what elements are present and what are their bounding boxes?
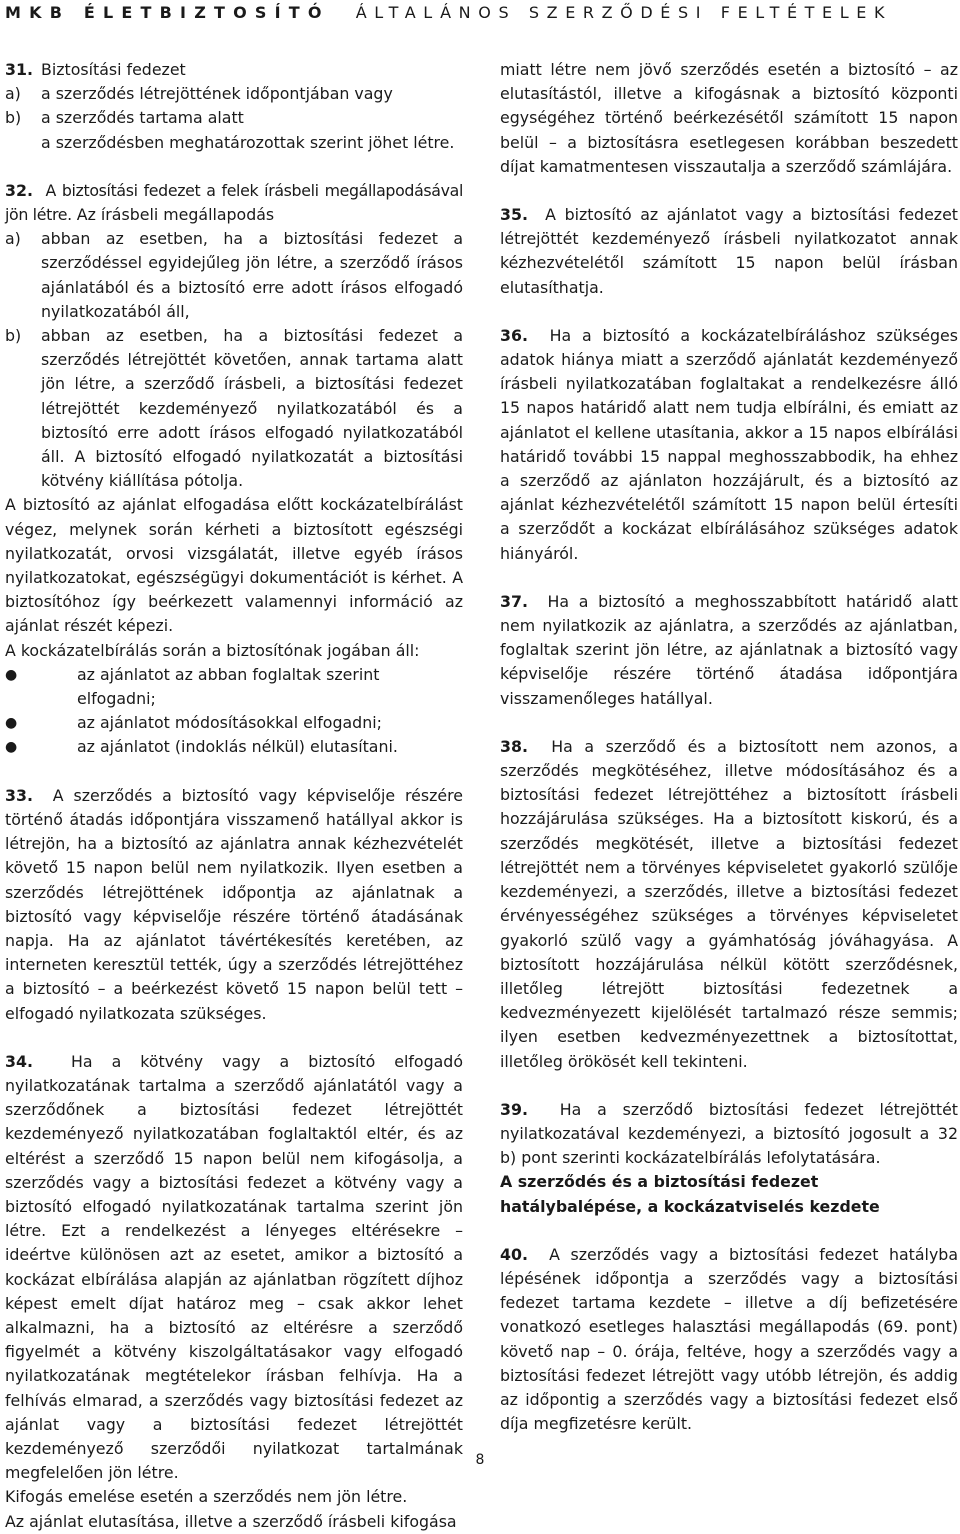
bullet-item: ● az ajánlatot (indoklás nélkül) elutasítani. (5, 735, 463, 759)
section-32-intro: 32. A biztosítási fedezet a felek írásbeli megállapodásával jön létre. Az írásbeli megállapodás (5, 180, 463, 225)
header-document-title: ÁLTALÁNOS SZERZŐDÉSI FELTÉTELEK (355, 3, 893, 22)
left-column (5, 58, 463, 1534)
header-company: MKB ÉLETBIZTOSÍTÓ (5, 3, 330, 22)
section-31-item-a: a) a szerződés létrejöttének időpontjában vagy (5, 84, 393, 104)
section-number: 37. (500, 591, 528, 611)
section-number: 32. (5, 180, 33, 200)
section-33: 33. A szerződés a biztosító vagy képviselője részére történő átadás időpontjára visszamenő hatállyal akkor is létrejön, ha a biztosító az ajánlatra annak kézhezvételét követő 15 napon belül nem nyilatkozik. Ilyen esetben a szerződés létrejöttének időpontja az ajánlatnak a biztosító vagy képviselője részére történő átadásának napja. Ha az ajánlatot távértékesítés keretében, az interneten keresztül tették, úgy a szerződés létrejöttéhez a biztosító – a beérkezést követő 15 napon belül tett – elfogadó nyilatkozata szükséges. (5, 785, 463, 1023)
bullet-item: ● az ajánlatot az abban foglaltak szerint elfogadni; (5, 663, 463, 711)
section-37: 37. Ha a biztosító a meghosszabbított határidő alatt nem nyilatkozik az ajánlatra, a szerződés az ajánlatban, foglaltak szerint jön létre, az ajánlatnak a biztosító vagy képviselője részére történő átadása időpontjára visszamenőleges hatállyal. (500, 591, 958, 708)
section-32-paragraph: A biztosító az ajánlat elfogadása előtt kockázatelbírálást végez, melynek során kérheti a biztosított egészségi nyilatkozatát, orvosi vizsgálatát, illetve egyéb írásos nyilatkozatokat, egészségügyi dokumentációt is kérhet. A biztosítóhoz így beérkezett valamennyi információ az ajánlat részét képezi. (5, 495, 463, 636)
section-35: 35. A biztosító az ajánlatot vagy a biztosítási fedezet létrejöttét kezdeményező írásbeli nyilatkozatot annak kézhezvételétől számított 15 napon belül írásban elutasíthatja. (500, 205, 958, 297)
section-32-item-a: a) abban az esetben, ha a biztosítási fedezet a szerződéssel egyidejűleg jön létre, a szerződő írásos ajánlatából és a biztosító erre adott írásos elfogadó nyilatkozatából áll, (5, 229, 463, 321)
section-32-item-b: b) abban az esetben, ha a biztosítási fedezet a szerződés létrejöttét követően, annak tartama alatt jön létre, a szerződő írásbeli, a biztosítási fedezet létrejöttét kezdeményező nyilatkozatából és a biztosító erre adott írásos elfogadó nyilatkozatából áll. A biztosító elfogadó nyilatkozatát a biztosítási kötvény kiállítása pótolja. (5, 326, 463, 491)
section-34: 34. Ha a kötvény vagy a biztosító elfogadó nyilatkozatának tartalma a szerződő ajánlatától vagy a szerződőnek a biztosítási fedezet létrejöttét kezdeményező nyilatkozatában foglaltaktól eltér, és az eltérést a szerződő 15 napon belül nem kifogásolja, a szerződés vagy a biztosítási fedezet a kötvény vagy a biztosító elfogadó nyilatkozatának tartalma szerint jön létre. Ezt a rendelkezést a lényeges eltérésekre – ideértve különösen azt az esetet, amikor a biztosító a kockázat elbírálása alapján az ajánlatban rögzített díjhoz képest emelt díjat határoz meg – csak akkor lehet alkalmazni, ha a biztosító az eltérésre a szerződő figyelmét a kötvény kiszolgáltatásakor vagy elfogadó nyilatkozatának megtételekor írásban felhívja. Ha a felhívás elmarad, a szerződés vagy biztosítási fedezet az ajánlat vagy a biztosítási fedezet létrejöttét kezdeményező szerződői nyilatkozat tartalmának megfelelően jön létre. (5, 1051, 463, 1483)
section-number: 35. (500, 205, 528, 225)
bullet-item: ● az ajánlatot módosításokkal elfogadni; (5, 711, 463, 735)
page-number: 8 (475, 1452, 485, 1468)
section-subheading: A szerződés és a biztosítási fedezet hatálybalépése, a kockázatviselés kezdete (500, 1172, 880, 1216)
right-column (500, 58, 958, 1436)
continued-paragraph: miatt létre nem jövő szerződés esetén a biztosító – az elutasítástól, illetve a kifogásnak a biztosító központi egységéhez történő beérkezésétől számított 15 napon belül – a biztosításra esetlegesen korábban beszedett díjat kamatmentesen visszautalja a szerződő számlájára. (500, 60, 958, 176)
section-number: 39. (500, 1099, 528, 1119)
section-number: 33. (5, 785, 33, 805)
section-31-continuation: a szerződésben meghatározottak szerint jöhet létre. (41, 132, 455, 152)
section-31-title: 31. Biztosítási fedezet (5, 58, 463, 82)
bullet-dot-icon: ● (5, 666, 18, 683)
section-number: 31. (5, 60, 33, 79)
section-number: 36. (500, 325, 528, 345)
section-32-paragraph: A kockázatelbírálás során a biztosítónak jogában áll: (5, 640, 420, 660)
bullet-dot-icon: ● (5, 715, 18, 732)
bullet-dot-icon: ● (5, 739, 18, 756)
section-40: 40. A szerződés vagy a biztosítási fedezet hatályba lépésének időpontja a szerződés vagy a biztosítási fedezet tartama kezdete – illetve a díj befizetésére vonatkozó esetleges halasztási megállapodás (69. pont) követő nap – 0. órája, feltéve, hogy a szerződés vagy a biztosítási fedezet létrejött vagy utóbb létrejön, és addig az időpontig a szerződés vagy a biztosítási fedezet első díja megfizetésre került. (500, 1244, 959, 1434)
section-36: 36. Ha a biztosító a kockázatelbíráláshoz szükséges adatok hiánya miatt a szerződő ajánlatát kezdeményező írásbeli nyilatkozatában foglaltakat a rendelkezésre álló 15 napos határidő alatt nem tudja elbírálni, és emiatt az ajánlatot el kellene utasítania, akkor a 15 napos elbírálási határidő további 15 nappal meghosszabbodik, ha ehhez a szerződő az ajánlaton hozzájárult, és a biztosító az ajánlat kézhezvételétől számított 15 napon belül értesíti a szerződőt a kockázat elbírálásához szükséges adatok hiányáról. (500, 325, 959, 563)
section-34-paragraph: Kifogás emelése esetén a szerződés nem jön létre. (5, 1487, 408, 1507)
section-number: 38. (500, 736, 528, 756)
section-34-paragraph: Az ajánlat elutasítása, illetve a szerződő írásbeli kifogása (5, 1511, 457, 1531)
section-31-item-b: b) a szerződés tartama alatt (5, 108, 244, 128)
section-38: 38. Ha a szerződő és a biztosított nem azonos, a szerződés megkötéséhez, illetve módosításához és a biztosítási fedezet létrejöttéhez a biztosított írásbeli hozzájárulása szükséges. Ha a biztosított kiskorú, és a szerződés megkötését, illetve a biztosítási fedezet létrejöttét nem a törvényes képviseletet gyakorló szülője kezdeményezi, a szerződés, illetve a biztosítási fedezet érvényességéhez szükséges a törvényes képviseletet gyakorló szülő vagy a gyámhatóság jóváhagyása. A biztosított hozzájárulása nélkül kötött szerződésnek, illetőleg létrejött biztosítási fedezetnek a kedvezményezett kijelölését tartalmazó része semmis; ilyen esetben kedvezményezettnek a biztosítottat, illetőleg örökösét kell tekinteni. (500, 736, 958, 1071)
page-header (5, 0, 955, 30)
section-number: 40. (500, 1244, 528, 1264)
section-39: 39. Ha a szerződő biztosítási fedezet létrejöttét nyilatkozatával kezdeményezi, a biztosító jogosult a 32 b) pont szerinti kockázatelbírálás lefolytatására. (500, 1099, 958, 1168)
section-number: 34. (5, 1051, 33, 1071)
